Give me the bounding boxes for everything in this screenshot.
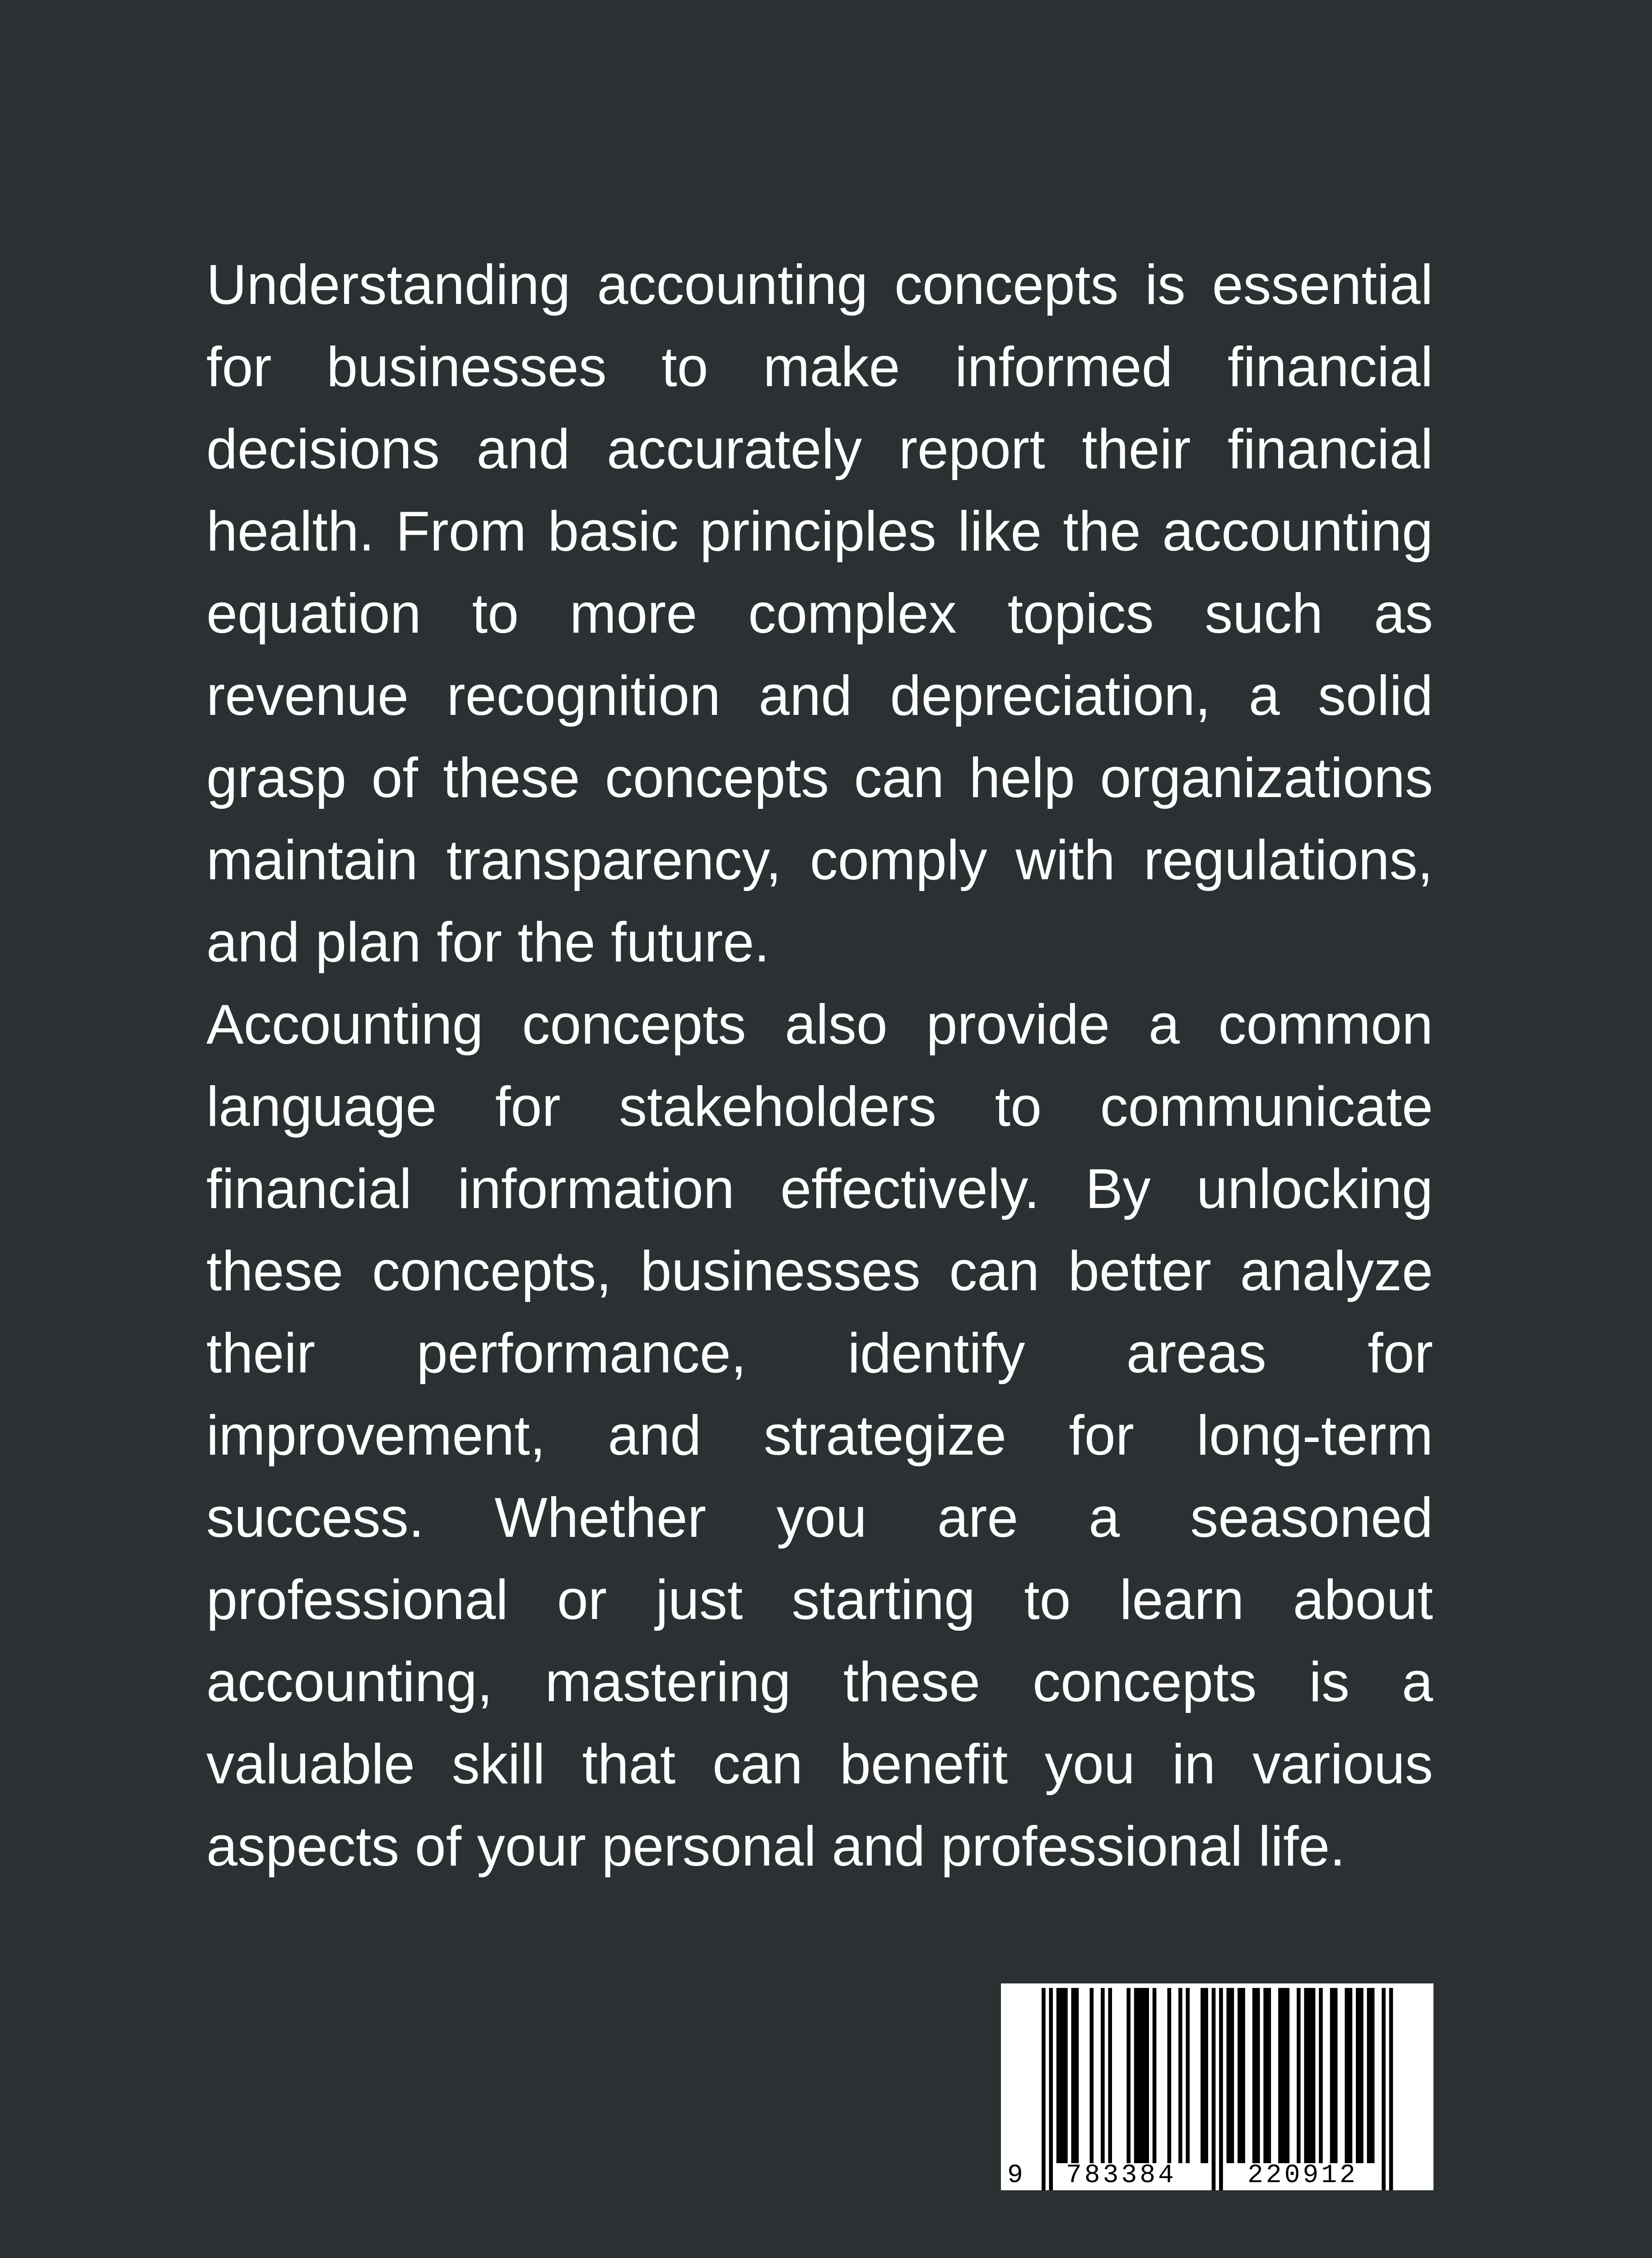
barcode-bar <box>1090 1988 1094 2163</box>
barcode-bar <box>1138 1988 1142 2163</box>
barcode-bar <box>1060 1988 1064 2163</box>
barcode-bar <box>1252 1988 1256 2163</box>
barcode-bar <box>1153 1988 1157 2163</box>
barcode-bar <box>1230 1988 1234 2163</box>
barcode-bar <box>1071 1988 1075 2163</box>
barcode-guard-bar <box>1212 1988 1216 2190</box>
barcode-bar <box>1204 1988 1208 2163</box>
barcode-guard-bar <box>1389 1988 1393 2190</box>
barcode-bar <box>1226 1988 1230 2163</box>
barcode-bar <box>1334 1988 1338 2163</box>
barcode-bar <box>1263 1988 1267 2163</box>
barcode-bar <box>1278 1988 1282 2163</box>
barcode-bar <box>1349 1988 1353 2163</box>
blurb-paragraph-1: Understanding accounting concepts is essential for businesses to make informed financial decisions and accurately report their financial health. From basic principles like the accounting equation to more complex topics such as revenue recognition and depreciation, a solid grasp of these concepts can help organizations maintain transparency, comply with regulations, and plan for the future. <box>206 254 1433 974</box>
barcode-bar <box>1267 1988 1271 2163</box>
barcode-guard-bar <box>1042 1988 1046 2190</box>
barcode-left-digits: 783384 <box>1066 2161 1177 2190</box>
barcode-bar <box>1186 1988 1190 2163</box>
barcode-bar <box>1126 1988 1131 2163</box>
barcode-bar <box>1064 1988 1068 2163</box>
barcode-bar <box>1297 1988 1301 2163</box>
barcode-bar <box>1178 1988 1182 2163</box>
barcode-bar <box>1367 1988 1371 2163</box>
barcode-guard-bar <box>1382 1988 1386 2190</box>
barcode-bar <box>1145 1988 1149 2163</box>
barcode-bar <box>1056 1988 1061 2163</box>
barcode-bar <box>1312 1988 1316 2163</box>
barcode-lead-digit: 9 <box>1007 2161 1023 2190</box>
barcode-bar <box>1256 1988 1260 2163</box>
barcode-bar <box>1167 1988 1171 2163</box>
barcode-bar <box>1201 1988 1205 2163</box>
barcode-bar <box>1134 1988 1138 2163</box>
barcode-bar <box>1101 1988 1105 2163</box>
blurb-paragraph-2: Accounting concepts also provide a common language for stakeholders to communicate financial information effectively. By unlocking these concepts, businesses can better analyze their performance, identify areas for improvement, and strategize for long-term success. Whether you are a seasoned professional or just starting to learn about accounting, mastering these concepts is a valuable skill that can benefit you in various aspects of your personal and professional life. <box>206 994 1433 1878</box>
barcode-bar <box>1371 1988 1375 2163</box>
barcode-bar <box>1282 1988 1286 2163</box>
barcode-bar <box>1238 1988 1242 2163</box>
barcode-bar <box>1304 1988 1308 2163</box>
barcode-bar <box>1241 1988 1245 2163</box>
barcode-bar <box>1319 1988 1323 2163</box>
blurb-text <box>206 244 1433 1888</box>
barcode-bar <box>1330 1988 1334 2163</box>
isbn-barcode <box>1001 1983 1433 2190</box>
barcode-bar <box>1359 1988 1363 2163</box>
barcode-bar <box>1356 1988 1360 2163</box>
barcode-bar <box>1141 1988 1145 2163</box>
barcode-guard-bar <box>1219 1988 1223 2190</box>
barcode-bar <box>1075 1988 1079 2163</box>
barcode-bar <box>1345 1988 1349 2163</box>
barcode-bar <box>1285 1988 1289 2163</box>
barcode-bar <box>1108 1988 1112 2163</box>
barcode-bars <box>1001 1983 1433 2190</box>
barcode-guard-bar <box>1049 1988 1053 2190</box>
barcode-bar <box>1308 1988 1312 2163</box>
barcode-right-digits: 220912 <box>1247 2161 1358 2190</box>
